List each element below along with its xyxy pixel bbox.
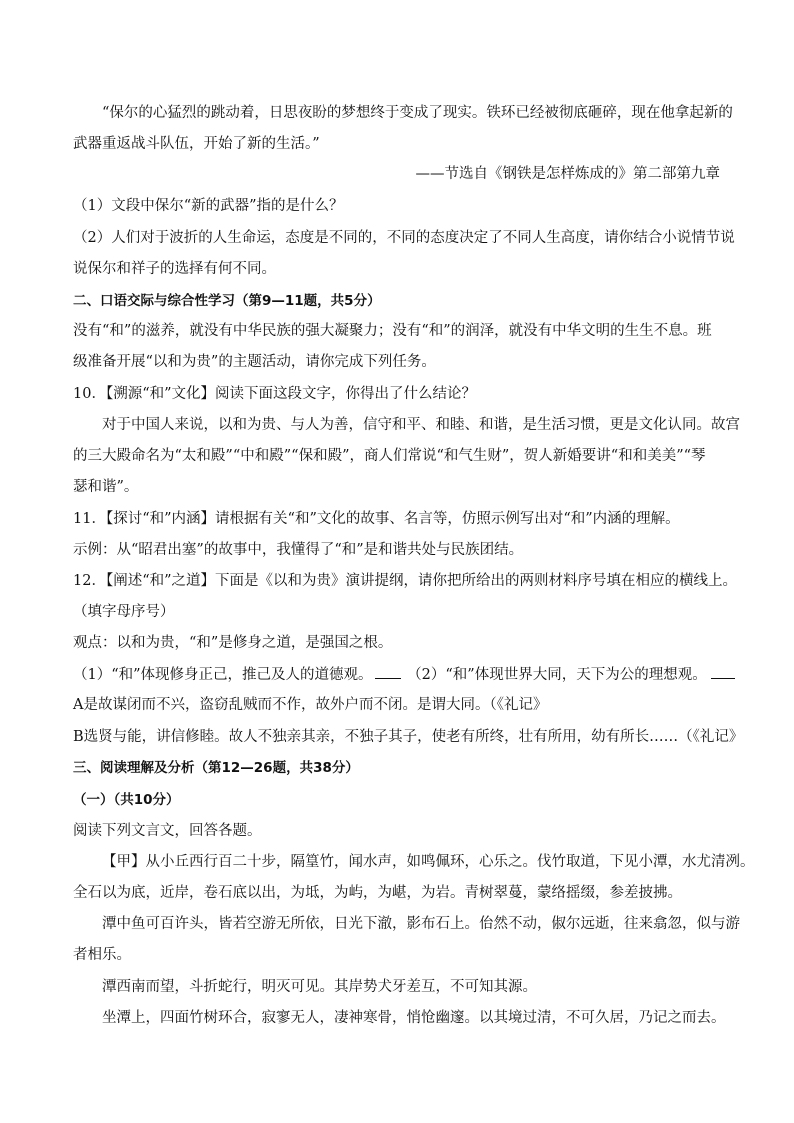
passage-source: ——节选自《钢铁是怎样炼成的》第二部第九章 bbox=[415, 166, 720, 182]
section-2-intro-line: 没有“和”的滋养，就没有中华民族的强大凝聚力；没有“和”的润泽，就没有中华文明的生生不息。班 bbox=[73, 323, 712, 339]
passage-quote-line: “保尔的心猛烈的跳动着，日思夜盼的梦想终于变成了现实。铁环已经被彻底砸碎，现在他拿起新的 bbox=[102, 105, 733, 121]
answer-blank-1[interactable] bbox=[375, 664, 401, 679]
question-12-points bbox=[73, 664, 724, 685]
material-a: A是故谋闭而不兴，盗窃乱贼而不作，故外户而不闭。是谓大同。（《礼记》 bbox=[73, 697, 548, 713]
classical-text-line: 坐潭上，四面竹树环合，寂寥无人，凄神寒骨，悄怆幽邃。以其境过清，不可久居，乃记之而去。 bbox=[102, 1010, 726, 1026]
question-11-label: 11．【探讨“和”内涵】请根据有关“和”文化的故事、名言等，仿照示例写出对“和”内涵的理解。 bbox=[73, 511, 680, 527]
point-1-text: （1）“和”体现修身正己，推己及人的道德观。 bbox=[73, 667, 373, 683]
classical-text-line: 【甲】从小丘西行百二十步，隔篁竹，闻水声，如鸣佩环，心乐之。伐竹取道，下见小潭，水尤清冽。 bbox=[102, 854, 755, 870]
question-11-example: 示例：从“昭君出塞”的故事中，我懂得了“和”是和谐共处与民族团结。 bbox=[73, 542, 524, 558]
question-10-text-line: 对于中国人来说，以和为贵、与人为善，信守和平、和睦、和谐，是生活习惯，更是文化认同。故宫 bbox=[102, 417, 740, 433]
section-2-heading: 二、口语交际与综合性学习（第9—11题，共5分） bbox=[73, 293, 381, 309]
question-12-viewpoint: 观点：以和为贵，“和”是修身之道，是强国之根。 bbox=[73, 635, 393, 651]
question-part-2-line: （2）人们对于波折的人生命运，态度是不同的，不同的态度决定了不同人生高度，请你结合小说情节说 bbox=[73, 230, 735, 246]
section-2-intro-line: 级准备开展“以和为贵”的主题活动，请你完成下列任务。 bbox=[73, 354, 436, 370]
question-10-text-line: 瑟和谐”。 bbox=[73, 479, 139, 495]
question-part-1: （1）文段中保尔“新的武器”指的是什么？ bbox=[73, 198, 344, 214]
subsection-1-heading: （一）（共10分） bbox=[73, 792, 180, 808]
material-b: B选贤与能，讲信修睦。故人不独亲其亲，不独子其子，使老有所终，壮有所用，幼有所长……（《礼记》 bbox=[73, 729, 744, 745]
section-3-heading: 三、阅读理解及分析（第12—26题，共38分） bbox=[73, 760, 359, 776]
classical-text-line: 潭中鱼可百许头，皆若空游无所依，日光下澈，影布石上。佁然不动，俶尔远逝，往来翕忽，似与游 bbox=[102, 916, 740, 932]
question-12-label: 12．【阐述“和”之道】下面是《以和为贵》演讲提纲，请你把所给出的两则材料序号填在相应的横线上。 bbox=[73, 573, 738, 589]
question-10-label: 10．【溯源“和”文化】阅读下面这段文字，你得出了什么结论？ bbox=[73, 386, 477, 402]
question-part-2-line: 说保尔和祥子的选择有何不同。 bbox=[73, 261, 276, 277]
passage-quote-line: 武器重返战斗队伍，开始了新的生活。” bbox=[73, 136, 320, 152]
reading-instruction: 阅读下列文言文，回答各题。 bbox=[73, 823, 262, 839]
point-2-text: （2）“和”体现世界大同，天下为公的理想观。 bbox=[407, 667, 707, 683]
question-10-text-line: 的三大殿命名为“太和殿”“中和殿”“保和殿”，商人们常说“和气生财”，贺人新婚要讲“和和美美”“琴 bbox=[73, 448, 706, 464]
question-12-note: （填字母序号） bbox=[73, 604, 175, 620]
classical-text-line: 者相乐。 bbox=[73, 947, 131, 963]
answer-blank-2[interactable] bbox=[711, 664, 735, 679]
classical-text-line: 潭西南而望，斗折蛇行，明灭可见。其岸势犬牙差互，不可知其源。 bbox=[102, 979, 537, 995]
classical-text-line: 全石以为底，近岸，卷石底以出，为坻，为屿，为嵁，为岩。青树翠蔓，蒙络摇缀，参差披拂。 bbox=[73, 885, 682, 901]
